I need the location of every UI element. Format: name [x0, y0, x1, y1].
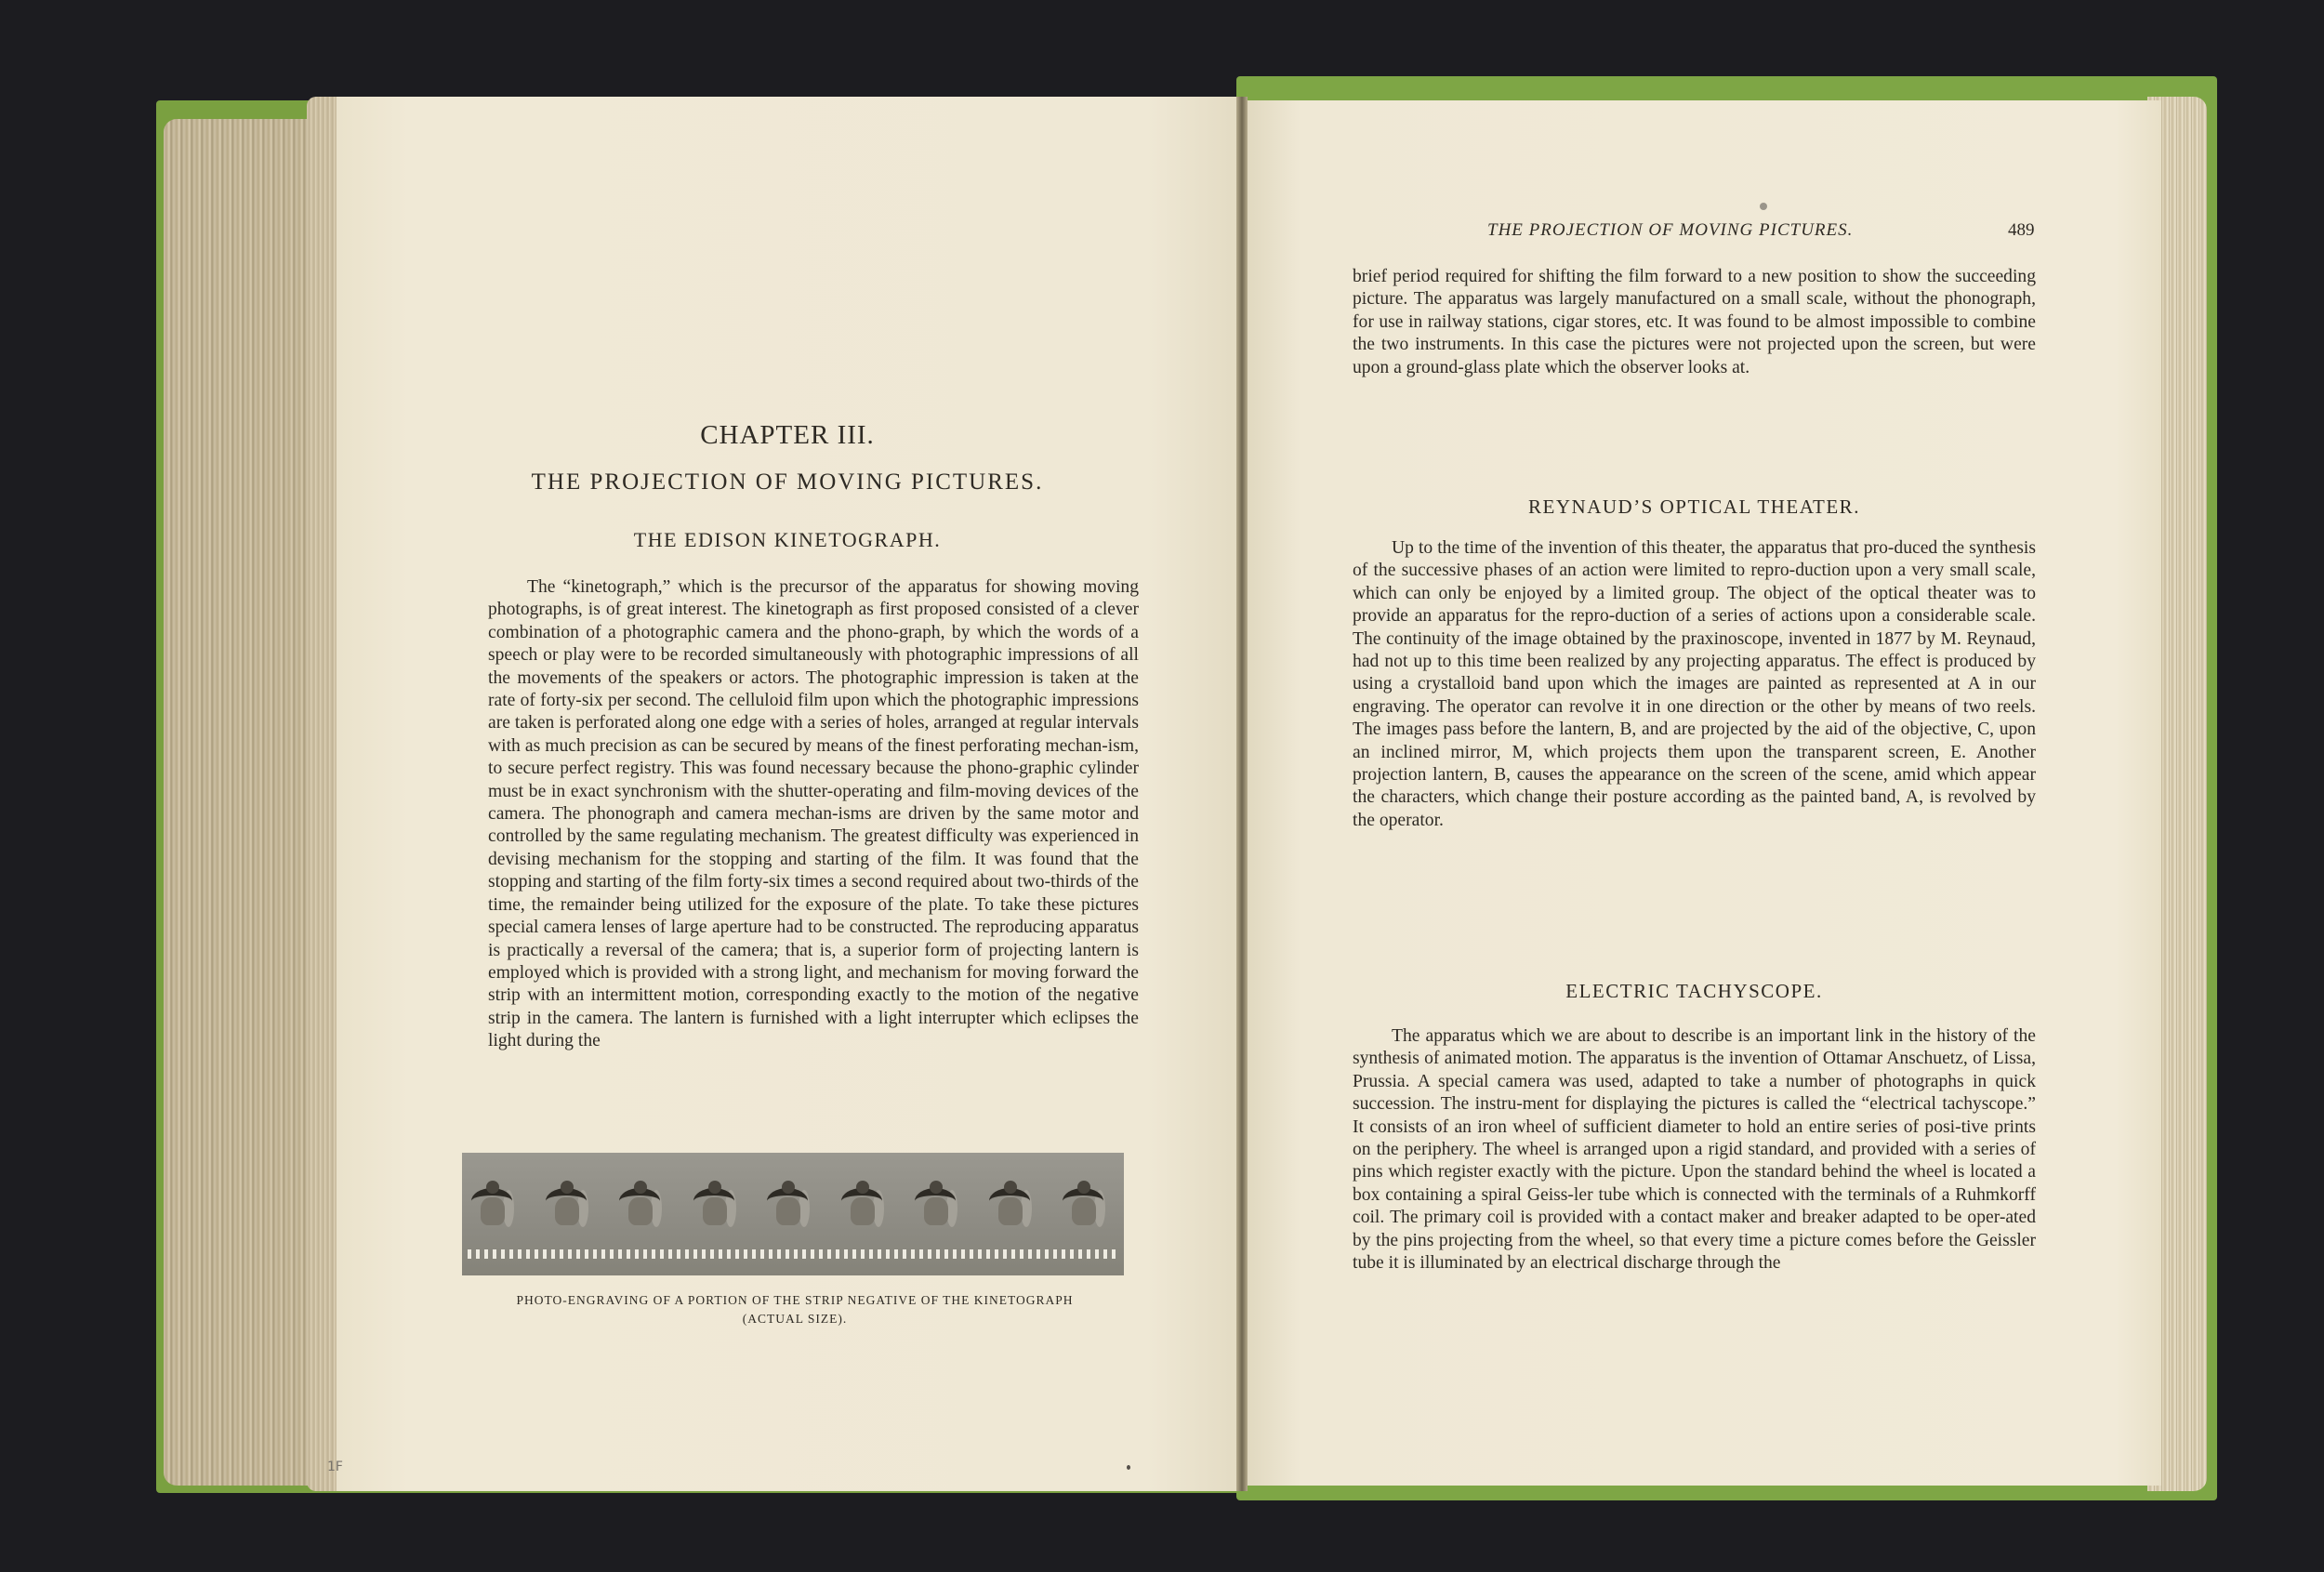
left-page-body: [488, 576, 1139, 1053]
film-frame: [765, 1181, 821, 1236]
film-frame: [544, 1181, 600, 1236]
right-page-reynaud: [1353, 537, 2036, 832]
film-frame: [987, 1181, 1043, 1236]
figure-head: [856, 1181, 869, 1194]
running-head: THE PROJECTION OF MOVING PICTURES.: [1487, 220, 1854, 240]
figure-head: [782, 1181, 795, 1194]
film-strip-figure: [462, 1153, 1124, 1275]
figure-head: [1077, 1181, 1090, 1194]
section-title-tachyscope: ELECTRIC TACHYSCOPE.: [1565, 980, 1823, 1002]
page-number: 489: [2008, 220, 2035, 240]
right-page-tachyscope: [1353, 1025, 2036, 1275]
figure-head: [561, 1181, 574, 1194]
chapter-number: CHAPTER III.: [700, 420, 875, 450]
right-page-continued: [1353, 266, 2036, 379]
film-frames: [466, 1181, 1120, 1236]
paragraph-continued: brief period required for shifting the film forward to a new position to show the succeeding picture. The apparatus was largely manufactured on a small scale, without the phonograph, for use in railway stations, cigar stores, etc. It was found to be almost impossible to combine the two instruments. In this case the pictures were not projected upon the screen, but were upon a ground-glass plate which the observer looks at.: [1353, 267, 2036, 377]
paragraph-reynaud: Up to the time of the invention of this theater, the apparatus that pro-duced the synthesis of the successive phases of an action were limited to repro-duction upon a very small scale, which can only be enjoyed by a limited group. The object of the optical theater was to provide an apparatus for the repro-duction of a series of actions upon a considerable scale. The continuity of the image obtained by the praxinoscope, invented in 1877 by M. Reynaud, had not up to this time been realized by any projecting apparatus. The effect is produced by using a crystalloid band upon which the images are painted as represented at A in our engraving. The operator can revolve it in one direction or the other by means of two reels. The images pass before the lantern, B, and are projected by the aid of the objective, C, upon an inclined mirror, M, which projects them upon the transparent screen, E. Another projection lantern, B, causes the appearance on the screen of the scene, amid which appear the characters, which change their posture according as the painted band, A, is revolved by the operator.: [1353, 538, 2036, 830]
paper-speck: [1760, 203, 1767, 210]
figure-caption: PHOTO-ENGRAVING OF A PORTION OF THE STRIP NEGATIVE OF THE KINETOGRAPH: [516, 1293, 1074, 1307]
film-frame: [1061, 1181, 1116, 1236]
section-title-reynaud: REYNAUD’S OPTICAL THEATER.: [1528, 495, 1860, 518]
pencil-note: 1F: [327, 1460, 343, 1474]
chapter-title: THE PROJECTION OF MOVING PICTURES.: [531, 469, 1044, 495]
figure-caption-size: (ACTUAL SIZE).: [742, 1312, 848, 1326]
film-frame: [913, 1181, 969, 1236]
film-frame: [617, 1181, 673, 1236]
film-perforations: [468, 1249, 1118, 1259]
book-gutter: [1236, 97, 1248, 1491]
paragraph-tachyscope: The apparatus which we are about to describe is an important link in the history of the synthesis of animated motion. The apparatus is the invention of Ottamar Anschuetz, of Lissa, Prussia. A special camera was used, adapted to take a number of photographs in quick succession. The instru-ment for displaying the pictures is called the “electrical tachyscope.” It consists of an iron wheel of sufficient diameter to hold an entire series of posi-tive prints on the periphery. The wheel is arranged upon a rigid standard, and provided with a series of pins which register exactly with the picture. Upon the standard behind the wheel is located a box containing a spiral Geiss-ler tube which is connected with the terminals of a Ruhmkorff coil. The primary coil is provided with a contact maker and breaker adapted to be oper-ated by the pins projecting from the wheel, so that every time a picture comes before the Geissler tube it is illuminated by an electrical discharge through the: [1353, 1026, 2036, 1274]
figure-head: [708, 1181, 721, 1194]
film-frame: [692, 1181, 747, 1236]
film-frame: [839, 1181, 895, 1236]
figure-head: [486, 1181, 499, 1194]
figure-head: [634, 1181, 647, 1194]
section-title-kinetograph: THE EDISON KINETOGRAPH.: [633, 528, 942, 551]
figure-head: [930, 1181, 943, 1194]
paragraph-kinetograph: The “kinetograph,” which is the precursor of the apparatus for showing moving photographs, is of great interest. The kinetograph as first proposed consisted of a clever combination of a photographic camera and the phono-graph, by which the words of a speech or play were to be recorded simultaneously with photographic impressions of all the movements of the speakers or actors. The photographic impression is taken at the rate of forty-six per second. The celluloid film upon which the photographic impressions are taken is perforated along one edge with a series of holes, arranged at regular intervals with as much precision as can be secured by means of the finest perforating mechan-ism, to secure perfect registry. This was found necessary because the phono-graphic cylinder must be in exact synchronism with the shutter-operating and film-moving devices of the camera. The phonograph and camera mechan-isms are driven by the same motor and controlled by the same regulating mechanism. The greatest difficulty was experienced in devising mechanism for the stopping and starting of the film. It was found that the stopping and starting of the film forty-six times a second required about two-thirds of the time, the remainder being utilized for the exposure of the plate. To take these pictures special camera lenses of large aperture had to be constructed. The reproducing apparatus is practically a reversal of the camera; that is, a superior form of projecting lantern is employed which is provided with a strong light, and mechanism for moving forward the strip with an intermittent motion, corresponding exactly to the motion of the negative strip in the camera. The lantern is furnished with a light interrupter which eclipses the light during the: [488, 577, 1139, 1051]
paper-speck: [1127, 1465, 1130, 1470]
figure-head: [1004, 1181, 1017, 1194]
film-frame: [469, 1181, 525, 1236]
